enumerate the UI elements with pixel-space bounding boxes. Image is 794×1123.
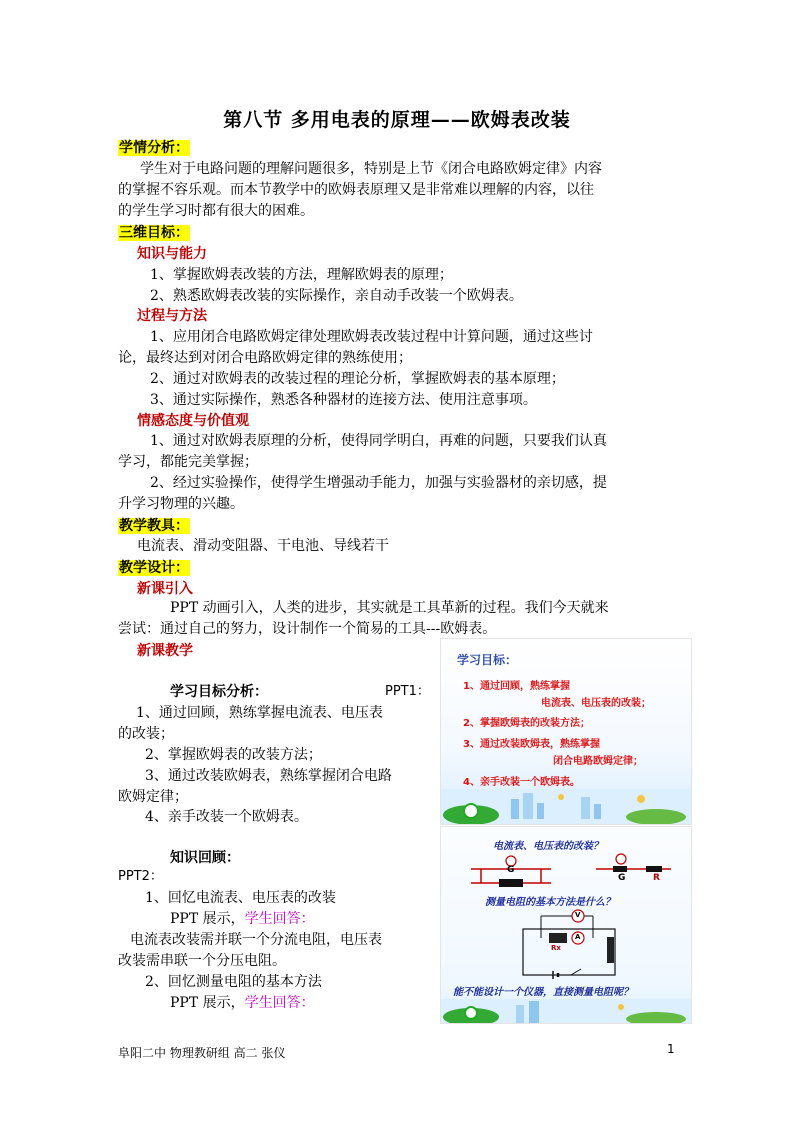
attitude-heading: 情感态度与价值观 xyxy=(137,413,249,429)
slide2-q1: 电流表、电压表的改装？ xyxy=(493,841,603,852)
objective-item-2: 2、掌握欧姆表的改装方法； xyxy=(145,747,322,763)
slide1-title: 学习目标： xyxy=(457,653,518,667)
intro-line-2: 尝试：通过自己的努力，设计制作一个简易的工具---欧姆表。 xyxy=(118,621,497,637)
objective-label: 学习目标分析： xyxy=(170,684,268,700)
review-text-2: 改装需串联一个分压电阻。 xyxy=(118,953,286,969)
slide1-item-4: 4、亲手改装一个欧姆表。 xyxy=(463,777,580,788)
knowledge-item-1: 1、掌握欧姆表改装的方法，理解欧姆表的原理； xyxy=(150,267,453,283)
objective-item-3-cont: 欧姆定律； xyxy=(118,789,188,805)
page-title: 第八节 多用电表的原理——欧姆表改装 xyxy=(223,109,571,131)
slide2-g-label-2: G xyxy=(618,873,626,883)
goals-heading: 三维目标： xyxy=(119,225,189,241)
intro-heading: 新课引入 xyxy=(137,581,193,597)
attitude-item-1: 1、通过对欧姆表原理的分析，使得同学明白，再难的问题，只要我们认真 xyxy=(150,433,607,449)
objective-item-1: 1、通过回顾，熟练掌握电流表、电压表 xyxy=(136,705,383,721)
student-answer-2: 学生回答： xyxy=(244,995,315,1011)
analysis-heading: 学情分析： xyxy=(119,140,189,156)
analysis-line-3: 的学生学习时都有很大的困难。 xyxy=(118,203,314,219)
slide1-item-1-cont: 电流表、电压表的改装； xyxy=(541,698,651,709)
slide1-item-1: 1、通过回顾，熟练掌握 xyxy=(463,681,570,692)
attitude-item-2: 2、经过实验操作，使得学生增强动手能力，加强与实验器材的亲切感，提 xyxy=(150,475,607,491)
analysis-line-2: 的掌握不容乐观。而本节教学中的欧姆表原理又是非常难以理解的内容，以往 xyxy=(118,182,594,198)
slide2-q3: 能不能设计一个仪器，直接测量电阻呢？ xyxy=(453,987,633,998)
resistance-measurement-circuit xyxy=(523,910,615,979)
ppt2-label: PPT2： xyxy=(118,869,163,884)
design-heading: 教学设计： xyxy=(119,560,189,576)
process-item-1-cont: 论，最终达到对闭合电路欧姆定律的熟练使用； xyxy=(118,350,412,366)
slide1-decoration xyxy=(441,789,691,824)
knowledge-heading: 知识与能力 xyxy=(137,246,207,262)
review-item-2: 2、回忆测量电阻的基本方法 xyxy=(145,974,322,990)
slide2-decoration xyxy=(441,999,691,1023)
ppt-show-1: PPT 展示， xyxy=(170,911,245,927)
slide-learning-goals xyxy=(440,638,692,825)
slide-meter-review xyxy=(440,826,692,1024)
attitude-item-2-cont: 升学习物理的兴趣。 xyxy=(118,496,244,512)
process-heading: 过程与方法 xyxy=(137,308,207,324)
slide1-item-3-cont: 闭合电路欧姆定律； xyxy=(553,756,643,767)
analysis-line-1: 学生对于电路问题的理解问题很多，特别是上节《闭合电路欧姆定律》内容 xyxy=(140,161,602,177)
slide2-q2: 测量电阻的基本方法是什么？ xyxy=(485,897,615,908)
slide2-rx-label: Rx xyxy=(551,944,561,952)
process-item-1: 1、应用闭合电路欧姆定律处理欧姆表改装过程中计算问题，通过这些讨 xyxy=(150,329,593,345)
tools-heading: 教学教具： xyxy=(119,518,189,534)
review-label: 知识回顾： xyxy=(170,850,240,866)
footer-page-number: 1 xyxy=(667,1042,675,1056)
process-item-3: 3、通过实际操作，熟悉各种器材的连接方法、使用注意事项。 xyxy=(150,392,537,408)
tools-text: 电流表、滑动变阻器、干电池、导线若干 xyxy=(137,538,389,554)
attitude-item-1-cont: 学习，都能完美掌握； xyxy=(118,454,258,470)
knowledge-item-2: 2、熟悉欧姆表改装的实际操作，亲自动手改装一个欧姆表。 xyxy=(150,288,523,304)
ppt-show-2: PPT 展示， xyxy=(170,995,245,1011)
review-item-1: 1、回忆电流表、电压表的改装 xyxy=(145,890,336,906)
slide1-item-2: 2、掌握欧姆表的改装方法； xyxy=(463,718,590,729)
slide2-r-label: R xyxy=(653,873,660,883)
footer-author: 阜阳二中 物理教研组 高二 张仪 xyxy=(118,1046,286,1060)
teaching-heading: 新课教学 xyxy=(137,643,193,659)
process-item-2: 2、通过对欧姆表的改装过程的理论分析，掌握欧姆表的基本原理； xyxy=(150,371,565,387)
objective-item-3: 3、通过改装欧姆表，熟练掌握闭合电路 xyxy=(145,768,392,784)
slide1-item-3: 3、通过改装欧姆表，熟练掌握 xyxy=(463,739,600,750)
slide2-a-label: A xyxy=(575,933,581,941)
review-text-1: 电流表改装需并联一个分流电阻，电压表 xyxy=(130,932,382,948)
student-answer-1: 学生回答： xyxy=(244,911,315,927)
objective-item-1-cont: 的改装； xyxy=(118,726,174,742)
objective-item-4: 4、亲手改装一个欧姆表。 xyxy=(145,809,308,825)
ppt1-label: PPT1： xyxy=(385,684,430,699)
intro-line-1: PPT 动画引入，人类的进步，其实就是工具革新的过程。我们今天就来 xyxy=(170,600,609,616)
slide2-g-label: G xyxy=(507,865,515,875)
voltmeter-series-circuit xyxy=(596,854,671,872)
slide2-v-label: V xyxy=(575,911,581,919)
